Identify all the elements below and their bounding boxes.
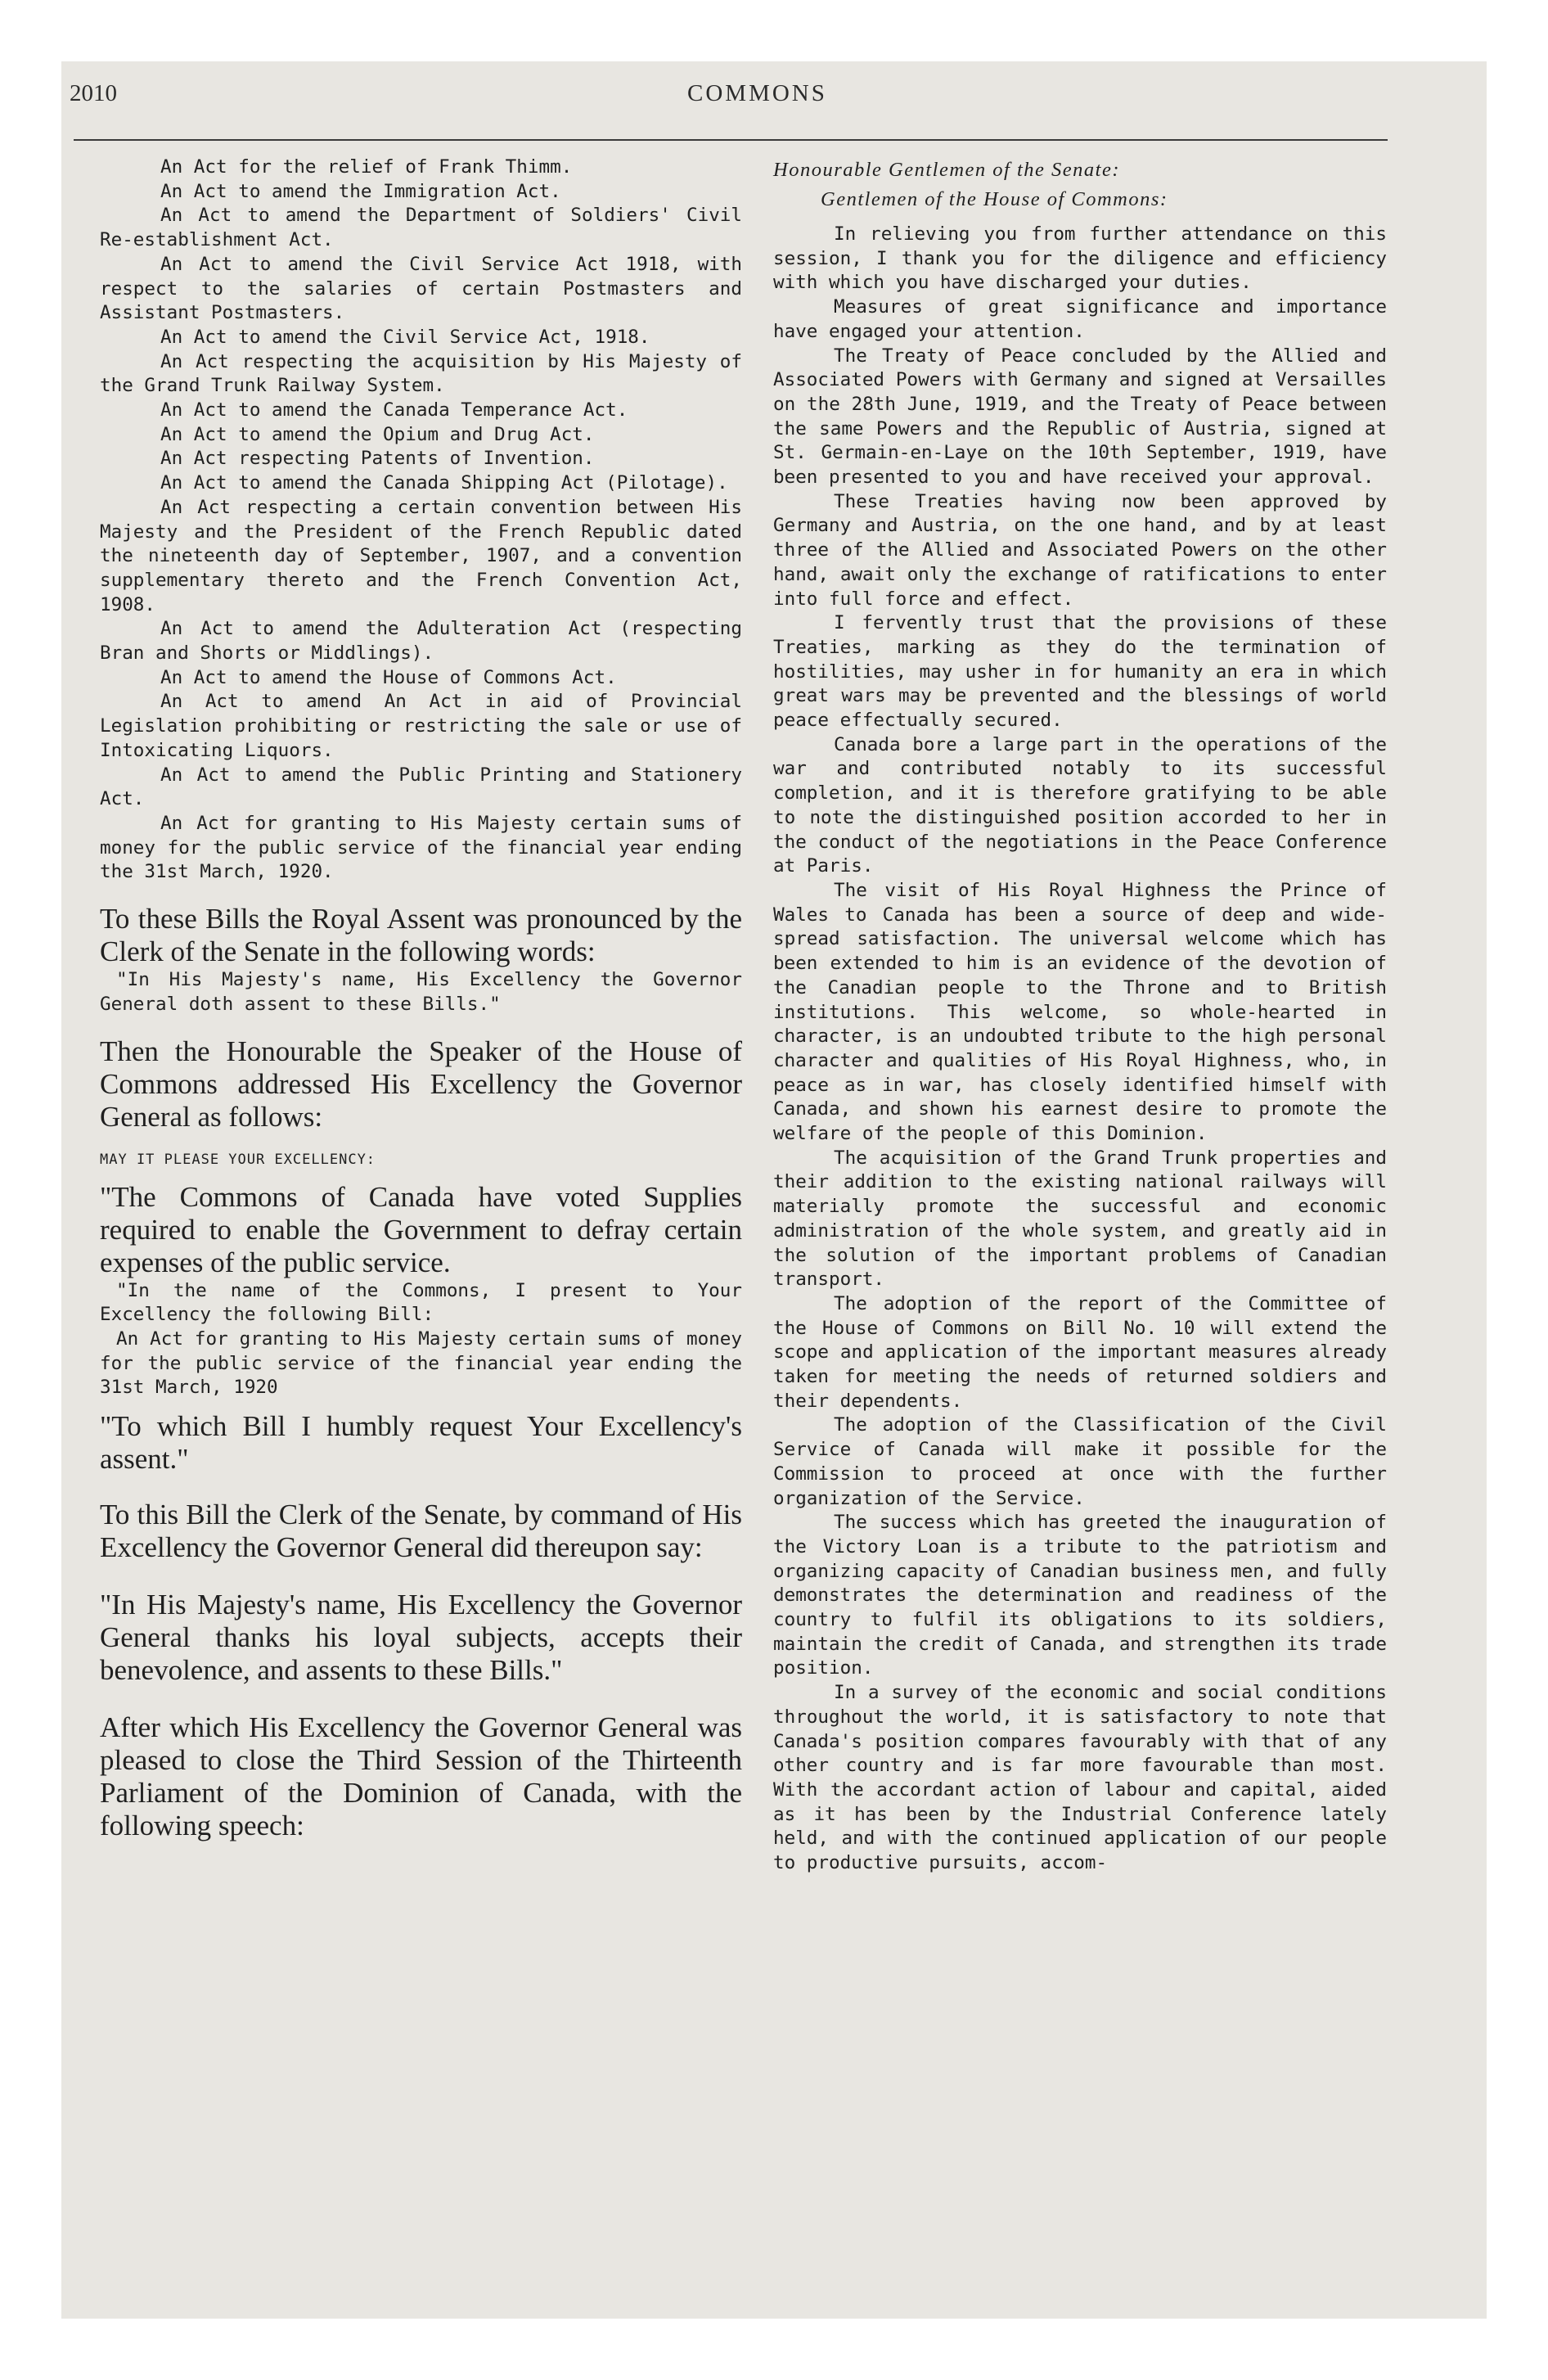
act-item: An Act to amend An Act in aid of Provincial Legislation prohibiting or restricting the sale or use of Intoxicating Liquors. <box>100 691 742 761</box>
may-it-please-heading: MAY IT PLEASE YOUR EXCELLENCY: <box>100 1151 376 1168</box>
act-item: An Act respecting the acquisition by His Majesty of the Grand Trunk Railway System. <box>100 350 742 397</box>
present-statement: "In the name of the Commons, I present to Your Excellency the following Bill: <box>100 1279 742 1326</box>
act-item: An Act to amend the Civil Service Act, 1918. <box>160 326 650 348</box>
act-item: An Act to amend the House of Commons Act. <box>160 666 617 688</box>
act-item: An Act respecting a certain convention between His Majesty and the President of the French Republic dated the nineteenth day of September, 1907, and a convention supplementary thereto and the French Convention Act, 1908. <box>100 496 742 615</box>
speech-paragraph: The success which has greeted the inauguration of the Victory Loan is a tribute to the patriotism and organizing capacity of Canadian business men, and fully demonstrates the determination and readiness of the country to fulfil its obligations to its soldiers, maintain the credit of Canada, and strengthen its trade position. <box>773 1512 1387 1679</box>
speech-paragraph: In a survey of the economic and social conditions throughout the world, it is satisfactory to note that Canada's position compares favourably with that of any other country and is far more favourable than most. With the accordant action of labour and capital, aided as it has been by the Industrial Conference lately held, and with the continued application of our people to productive pursuits, accom- <box>773 1682 1387 1874</box>
right-column <box>773 156 1387 1876</box>
act-item: An Act to amend the Opium and Drug Act. <box>160 423 595 445</box>
supplies-statement: "The Commons of Canada have voted Supplies required to enable the Government to defray certain expenses of the public service. <box>100 1180 742 1278</box>
speech-paragraph: The visit of His Royal Highness the Prince of Wales to Canada has been a source of deep and wide-spread satisfaction. The universal welcome which has been extended to him is an evidence of the devotion of the Canadian people to the Throne and to British institutions. This welcome, so whole-hearted in character, is an undoubted tribute to the high personal character and qualities of His Royal Highness, who, in peace as in war, has closely identified himself with Canada, and shown his earnest desire to promote the welfare of the people of this Dominion. <box>773 879 1387 1145</box>
speech-paragraph: Canada bore a large part in the operations of the war and contributed notably to its successful completion, and it is therefore gratifying to be able to note the distinguished position accorded to her in the conduct of the negotiations in the Peace Conference at Paris. <box>773 733 1387 877</box>
act-item: An Act to amend the Canada Temperance Act. <box>160 399 628 421</box>
act-item: An Act to amend the Civil Service Act 1918, with respect to the salaries of certain Postmasters and Assistant Postmasters. <box>100 253 742 324</box>
act-item: An Act for the relief of Frank Thimm. <box>160 156 573 178</box>
speech-paragraph: Measures of great significance and importance have engaged your attention. <box>773 296 1387 342</box>
salutation-commons: Gentlemen of the House of Commons: <box>821 188 1168 210</box>
clerk-intro: To this Bill the Clerk of the Senate, by command of His Excellency the Governor General did thereupon say: <box>100 1499 742 1564</box>
speech-paragraph: The acquisition of the Grand Trunk properties and their addition to the existing national railways will materially promote the successful and economic administration of the whole system, and greatly aid in the solution of the important problems of Canadian transport. <box>773 1147 1387 1291</box>
act-item: An Act to amend the Adulteration Act (respecting Bran and Shorts or Middlings). <box>100 618 742 665</box>
header-rule <box>74 139 1388 141</box>
thanks-quote: "In His Majesty's name, His Excellency the Governor General thanks his loyal subjects, accepts their benevolence, and assents to these Bills." <box>100 1589 742 1687</box>
act-item: An Act for granting to His Majesty certain sums of money for the public service of the financial year ending the 31st March, 1920. <box>100 812 742 883</box>
speech-paragraph: These Treaties having now been approved by Germany and Austria, on the one hand, and by at least three of the Allied and Associated Powers on the other hand, await only the exchange of ratifications to enter into full force and effect. <box>773 490 1387 610</box>
left-column <box>100 156 742 1842</box>
royal-assent-intro: To these Bills the Royal Assent was pronounced by the Clerk of the Senate in the following words: <box>100 903 742 968</box>
speech-paragraph: In relieving you from further attendance on this session, I thank you for the diligence and efficiency with which you have discharged your duties. <box>773 223 1387 294</box>
act-item: An Act to amend the Department of Soldiers' Civil Re-establishment Act. <box>100 205 742 251</box>
salutation-senate: Honourable Gentlemen of the Senate: <box>773 159 1120 181</box>
supply-bill: An Act for granting to His Majesty certain sums of money for the public service of the financial year ending the 31st March, 1920 <box>100 1327 742 1399</box>
running-head: COMMONS <box>687 80 827 106</box>
speech-paragraph: The adoption of the Classification of the Civil Service of Canada will make it possible for the Commission to proceed at once with the further organization of the Service. <box>773 1414 1387 1509</box>
speech-paragraph: The adoption of the report of the Committee of the House of Commons on Bill No. 10 will extend the scope and application of the important measures already taken for meeting the needs of returned soldiers and their dependents. <box>773 1292 1387 1412</box>
act-item: An Act to amend the Immigration Act. <box>160 180 561 202</box>
closing-intro: After which His Excellency the Governor General was pleased to close the Third Session of the Thirteenth Parliament of the Dominion of Canada, with the following speech: <box>100 1711 742 1842</box>
page-number: 2010 <box>70 80 117 106</box>
act-item: An Act to amend the Canada Shipping Act (Pilotage). <box>160 472 728 494</box>
speech-paragraph: The Treaty of Peace concluded by the Allied and Associated Powers with Germany and signed at Versailles on the 28th June, 1919, and the Treaty of Peace between the same Powers and the Republic of Austria, signed at St. Germain-en-Laye on the 10th September, 1919, have been presented to you and have received your approval. <box>773 345 1387 489</box>
request-assent: "To which Bill I humbly request Your Excellency's assent." <box>100 1410 742 1476</box>
royal-assent-quote: "In His Majesty's name, His Excellency the Governor General doth assent to these Bills." <box>100 969 742 1015</box>
act-item: An Act to amend the Public Printing and Stationery Act. <box>100 764 742 810</box>
speaker-intro: Then the Honourable the Speaker of the House of Commons addressed His Excellency the Governor General as follows: <box>100 1034 742 1133</box>
speech-paragraph: I fervently trust that the provisions of these Treaties, marking as they do the termination of hostilities, may usher in for humanity an era in which great wars may be prevented and the blessings of world peace effectually secured. <box>773 612 1387 732</box>
act-item: An Act respecting Patents of Invention. <box>160 448 595 470</box>
